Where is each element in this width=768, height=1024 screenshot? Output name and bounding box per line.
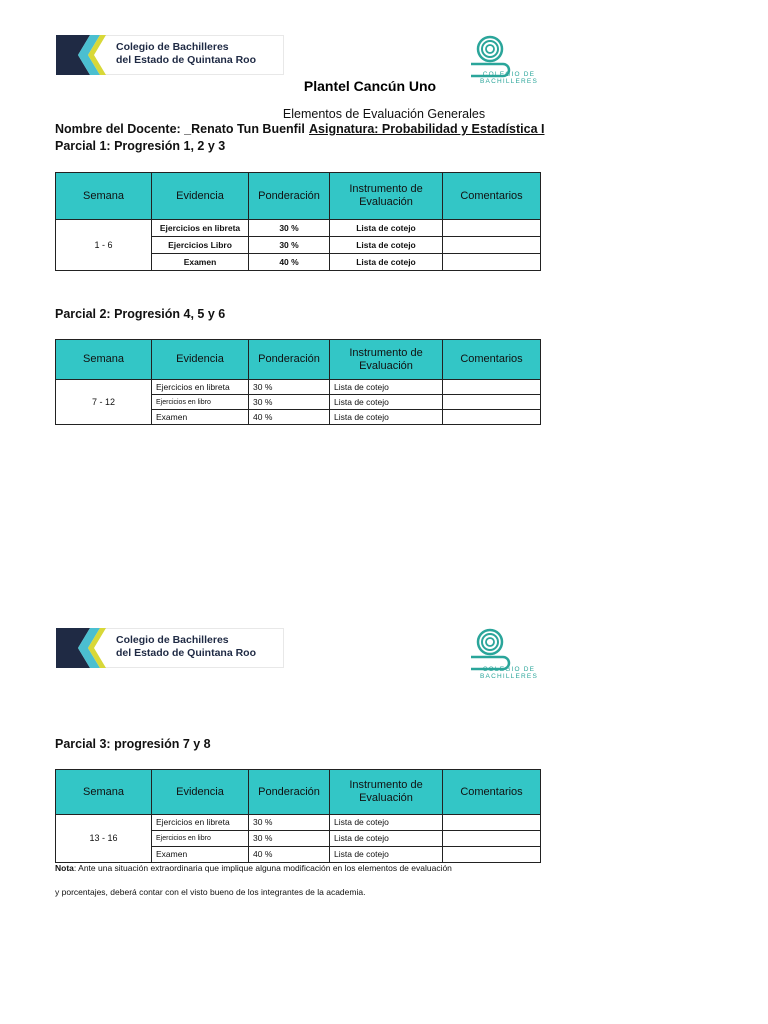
instrumento-cell: Lista de cotejo [330,220,443,237]
instrumento-cell: Lista de cotejo [330,815,443,831]
parcial-3-title: Parcial 3: progresión 7 y 8 [55,737,211,751]
ponderacion-cell: 30 % [249,395,330,410]
ponderacion-cell: 30 % [249,815,330,831]
comentarios-cell [443,815,541,831]
col-evidencia: Evidencia [152,173,249,220]
ponderacion-cell: 30 % [249,380,330,395]
college-banner [56,35,284,75]
comentarios-cell [443,395,541,410]
note-line-1 [55,863,452,873]
table-row [56,380,541,395]
col-comentarios: Comentarios [443,770,541,815]
comentarios-cell [443,380,541,395]
semana-cell: 13 - 16 [56,815,152,863]
banner-line1: Colegio de Bachilleres [116,634,229,646]
table-row [56,220,541,237]
col-semana: Semana [56,340,152,380]
note-text-1: : Ante una situación extraordinaria que implique alguna modificación en los elementos de evaluación [73,863,452,873]
col-semana: Semana [56,173,152,220]
logo-line1: COLEGIO DE [482,666,536,673]
instrumento-cell: Lista de cotejo [330,237,443,254]
evidencia-cell: Ejercicios en libreta [152,220,249,237]
evidencia-cell: Ejercicios Libro [152,237,249,254]
table-row [56,815,541,831]
note-line-2: y porcentajes, deberá contar con el visto bueno de los integrantes de la academia. [55,887,366,897]
spiral-logo-icon [463,627,555,671]
col-instrumento: Instrumento de Evaluación [330,340,443,380]
col-ponderacion: Ponderación [249,173,330,220]
parcial-1-table [55,172,541,271]
subject-name: Asignatura: Probabilidad y Estadística I [309,122,545,136]
evidencia-cell: Ejercicios en libro [152,395,249,410]
parcial-2-table [55,339,541,425]
comentarios-cell [443,254,541,271]
plantel-title: Plantel Cancún Uno [303,78,437,94]
elementos-title: Elementos de Evaluación Generales [282,107,486,121]
college-banner [56,628,284,668]
teacher-name: Nombre del Docente: _Renato Tun Buenfil [55,122,305,136]
ponderacion-cell: 30 % [249,831,330,847]
parcial-2-title: Parcial 2: Progresión 4, 5 y 6 [55,307,226,321]
banner-line2: del Estado de Quintana Roo [116,54,257,66]
logo-line2: BACHILLERES [480,78,538,85]
ponderacion-cell: 30 % [249,220,330,237]
semana-cell: 1 - 6 [56,220,152,271]
instrumento-cell: Lista de cotejo [330,410,443,425]
parcial-3-table [55,769,541,863]
banner-line1: Colegio de Bachilleres [116,41,229,53]
instrumento-cell: Lista de cotejo [330,395,443,410]
comentarios-cell [443,847,541,863]
evidencia-cell: Ejercicios en libro [152,831,249,847]
comentarios-cell [443,831,541,847]
evidencia-cell: Examen [152,847,249,863]
ponderacion-cell: 40 % [249,847,330,863]
logo-line1: COLEGIO DE [482,71,536,78]
evidencia-cell: Examen [152,254,249,271]
semana-cell: 7 - 12 [56,380,152,425]
instrumento-cell: Lista de cotejo [330,254,443,271]
ponderacion-cell: 40 % [249,254,330,271]
ponderacion-cell: 40 % [249,410,330,425]
comentarios-cell [443,237,541,254]
col-semana: Semana [56,770,152,815]
col-comentarios: Comentarios [443,173,541,220]
comentarios-cell [443,220,541,237]
col-instrumento: Instrumento de Evaluación [330,173,443,220]
evidencia-cell: Ejercicios en libreta [152,380,249,395]
instrumento-cell: Lista de cotejo [330,831,443,847]
ponderacion-cell: 30 % [249,237,330,254]
college-logo [463,627,555,687]
instrumento-cell: Lista de cotejo [330,380,443,395]
note-label: Nota [55,863,74,873]
table-header-row [56,340,541,380]
parcial-1-title: Parcial 1: Progresión 1, 2 y 3 [55,139,226,153]
col-evidencia: Evidencia [152,770,249,815]
banner-line2: del Estado de Quintana Roo [116,647,257,659]
logo-line2: BACHILLERES [480,673,538,680]
col-instrumento: Instrumento de Evaluación [330,770,443,815]
table-header-row [56,770,541,815]
instrumento-cell: Lista de cotejo [330,847,443,863]
col-ponderacion: Ponderación [249,770,330,815]
comentarios-cell [443,410,541,425]
evidencia-cell: Ejercicios en libreta [152,815,249,831]
table-header-row [56,173,541,220]
evidencia-cell: Examen [152,410,249,425]
col-ponderacion: Ponderación [249,340,330,380]
col-comentarios: Comentarios [443,340,541,380]
col-evidencia: Evidencia [152,340,249,380]
